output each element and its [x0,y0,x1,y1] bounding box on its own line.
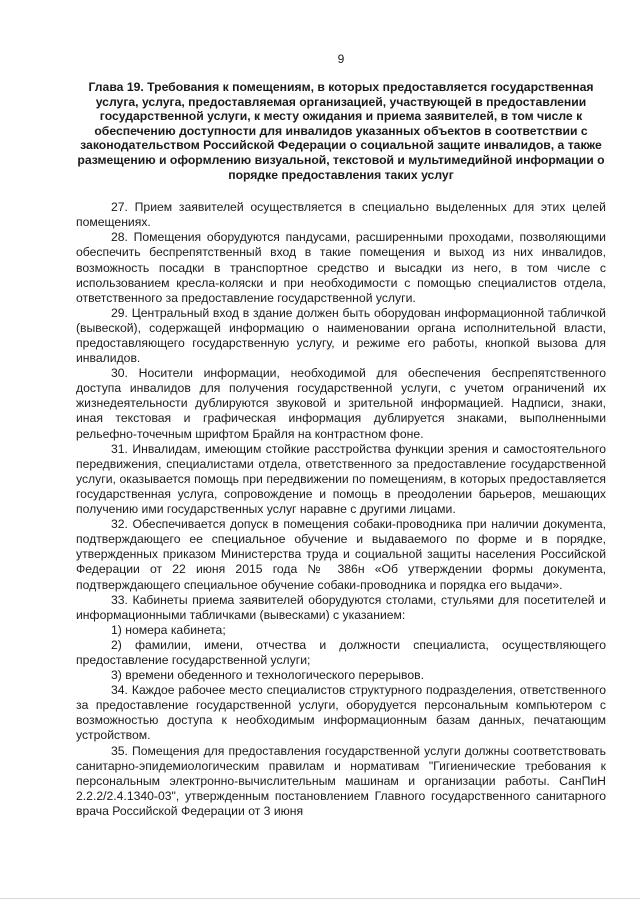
paragraph-27: 27. Прием заявителей осуществляется в специально выделенных для этих целей помещениях. [76,200,606,230]
list-item-3: 3) времени обеденного и технологического перерывов. [111,668,424,683]
paragraph-33: 33. Кабинеты приема заявителей оборудуются столами, стульями для посетителей и информационными табличками (вывесками) с указанием: [76,592,606,622]
page-number: 9 [337,52,345,66]
document-body [76,200,606,819]
paragraph-32: 32. Обеспечивается допуск в помещения собаки-проводника при наличии документа, подтверждающего ее специальное обучение и выдаваемого по форме и в порядке, утвержденных приказом Министерства труда и социальной защиты населения Российской Федерации от 22 июня 2015 года № 386н «Об утверждении формы документа, подтверждающего специальное обучение собаки-проводника и порядка его выдачи». [76,517,606,592]
list-item-2: 2) фамилии, имени, отчества и должности специалиста, осуществляющего предоставление государственной услуги; [76,637,606,667]
paragraph-28: 28. Помещения оборудуются пандусами, расширенными проходами, позволяющими обеспечить беспрепятственный вход в такие помещения и выход из них инвалидов, возможность посадки в транспортное средство и высадки из него, в том числе с использованием кресла-коляски и при необходимости с помощью специалистов отдела, ответственного за предоставление государственной услуги. [76,230,606,305]
chapter-title: Глава 19. Требования к помещениям, в которых предоставляется государственная услуга, услуга, предоставляемая организацией, участвующей в предоставлении государственной услуги, к месту ожидания и приема заявителей, в том числе к обеспечению доступности для инвалидов указанных объектов в соответствии с законодательством Российской Федерации о социальной защите инвалидов, а также размещению и оформлению визуальной, текстовой и мультимедийной информации о порядке предоставления таких услуг [77,80,605,182]
bottom-scan-edge [0,898,640,899]
paragraph-30: 30. Носители информации, необходимой для обеспечения беспрепятственного доступа инвалидов для получения государственной услуги, с учетом ограничений их жизнедеятельности дублируются звуковой и зрительной информацией. Надписи, знаки, иная текстовая и графическая информация дублируется знаками, выполненными рельефно-точечным шрифтом Брайля на контрастном фоне. [76,366,606,441]
paragraph-34: 34. Каждое рабочее место специалистов структурного подразделения, ответственного за предоставление государственной услуги, оборудуется персональным компьютером с возможностью доступа к необходимым информационным базам данных, печатающим устройством. [76,683,606,743]
paragraph-29: 29. Центральный вход в здание должен быть оборудован информационной табличкой (вывеской), содержащей информацию о наименовании органа исполнительной власти, предоставляющего государственную услугу, и режиме его работы, кнопкой вызова для инвалидов. [76,305,606,366]
paragraph-31: 31. Инвалидам, имеющим стойкие расстройства функции зрения и самостоятельного передвижения, специалистами отдела, ответственного за предоставление государственной услуги, оказывается помощь при передвижении по помещениям, в которых предоставляется государственная услуга, сопровождение и помощь в преодолении барьеров, мешающих получению ими государственных услуг наравне с другими лицами. [76,441,606,517]
list-item-1: 1) номера кабинета; [111,622,226,637]
paragraph-35: 35. Помещения для предоставления государственной услуги должны соответствовать санитарно-эпидемиологическим правилам и нормативам "Гигиенические требования к персональным электронно-вычислительным машинам и организации работы. СанПиН 2.2.2/2.4.1340-03", утвержденным постановлением Главного государственного санитарного врача Российской Федерации от 3 июня [76,743,606,818]
